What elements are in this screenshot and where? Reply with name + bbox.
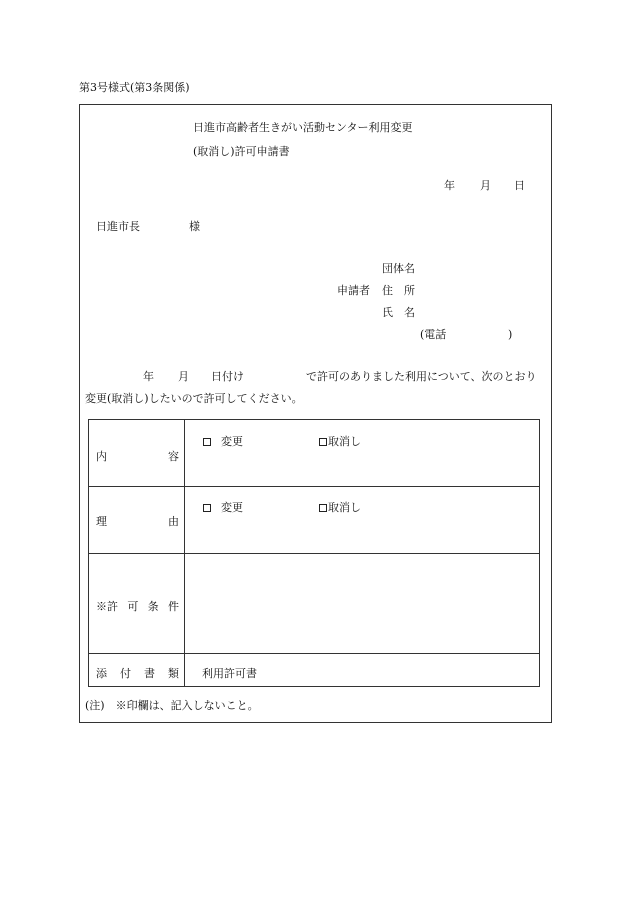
body-month: 月	[178, 370, 189, 383]
checkbox-icon[interactable]	[319, 438, 327, 446]
label-char: 類	[168, 667, 179, 680]
option-label: 変更	[221, 435, 243, 448]
label-char: 件	[167, 600, 179, 613]
label-char: 添	[96, 667, 107, 680]
body-year: 年	[143, 370, 154, 383]
form-title-line2: (取消し)許可申請書	[193, 145, 290, 158]
date-day: 日	[514, 179, 525, 192]
body-dated: 日付け	[211, 370, 244, 383]
label-char: 書	[144, 667, 155, 680]
label-char: 付	[120, 667, 131, 680]
body-line2: 変更(取消し)したいので許可してください。	[85, 392, 303, 405]
applicant-label: 申請者	[337, 284, 370, 297]
row-divider	[89, 653, 539, 654]
footnote: (注) ※印欄は、記入しないこと。	[85, 699, 259, 712]
details-table	[88, 419, 540, 687]
option-label: 取消し	[328, 435, 361, 448]
label-char: 可	[127, 600, 139, 613]
row-permit-conditions-label	[96, 598, 179, 614]
label-char: 条	[147, 600, 159, 613]
reason-cancel-option[interactable]	[319, 499, 361, 515]
checkbox-icon[interactable]	[203, 504, 211, 512]
phone-close: )	[508, 328, 513, 341]
reason-change-option[interactable]	[203, 499, 243, 515]
addressee-name: 日進市長	[96, 220, 140, 233]
group-name-label: 団体名	[382, 262, 415, 275]
address-label: 住 所	[382, 284, 415, 297]
row-divider	[89, 553, 539, 554]
label-char: ※許	[96, 600, 118, 613]
name-label: 氏 名	[382, 306, 415, 319]
label-char: 理	[96, 515, 107, 528]
label-char: 内	[96, 450, 107, 463]
row-divider	[89, 486, 539, 487]
content-change-option[interactable]	[203, 433, 243, 449]
body-line1-rest: で許可のありました利用について、次のとおり	[306, 370, 537, 383]
row-attachments-label	[96, 665, 179, 681]
date-month: 月	[480, 179, 491, 192]
date-year: 年	[444, 179, 455, 192]
checkbox-icon[interactable]	[203, 438, 211, 446]
addressee-honorific: 様	[189, 220, 200, 233]
attachments-value: 利用許可書	[202, 667, 257, 680]
label-char: 容	[168, 450, 179, 463]
option-label: 変更	[221, 501, 243, 514]
checkbox-icon[interactable]	[319, 504, 327, 512]
row-reason-label	[96, 513, 179, 529]
option-label: 取消し	[328, 501, 361, 514]
content-cancel-option[interactable]	[319, 433, 361, 449]
label-char: 由	[168, 515, 179, 528]
form-title-line1: 日進市高齢者生きがい活動センター利用変更	[193, 121, 413, 134]
phone-open: (電話	[420, 328, 447, 341]
form-number: 第3号様式(第3条関係)	[79, 81, 190, 94]
row-content-label	[96, 448, 179, 464]
